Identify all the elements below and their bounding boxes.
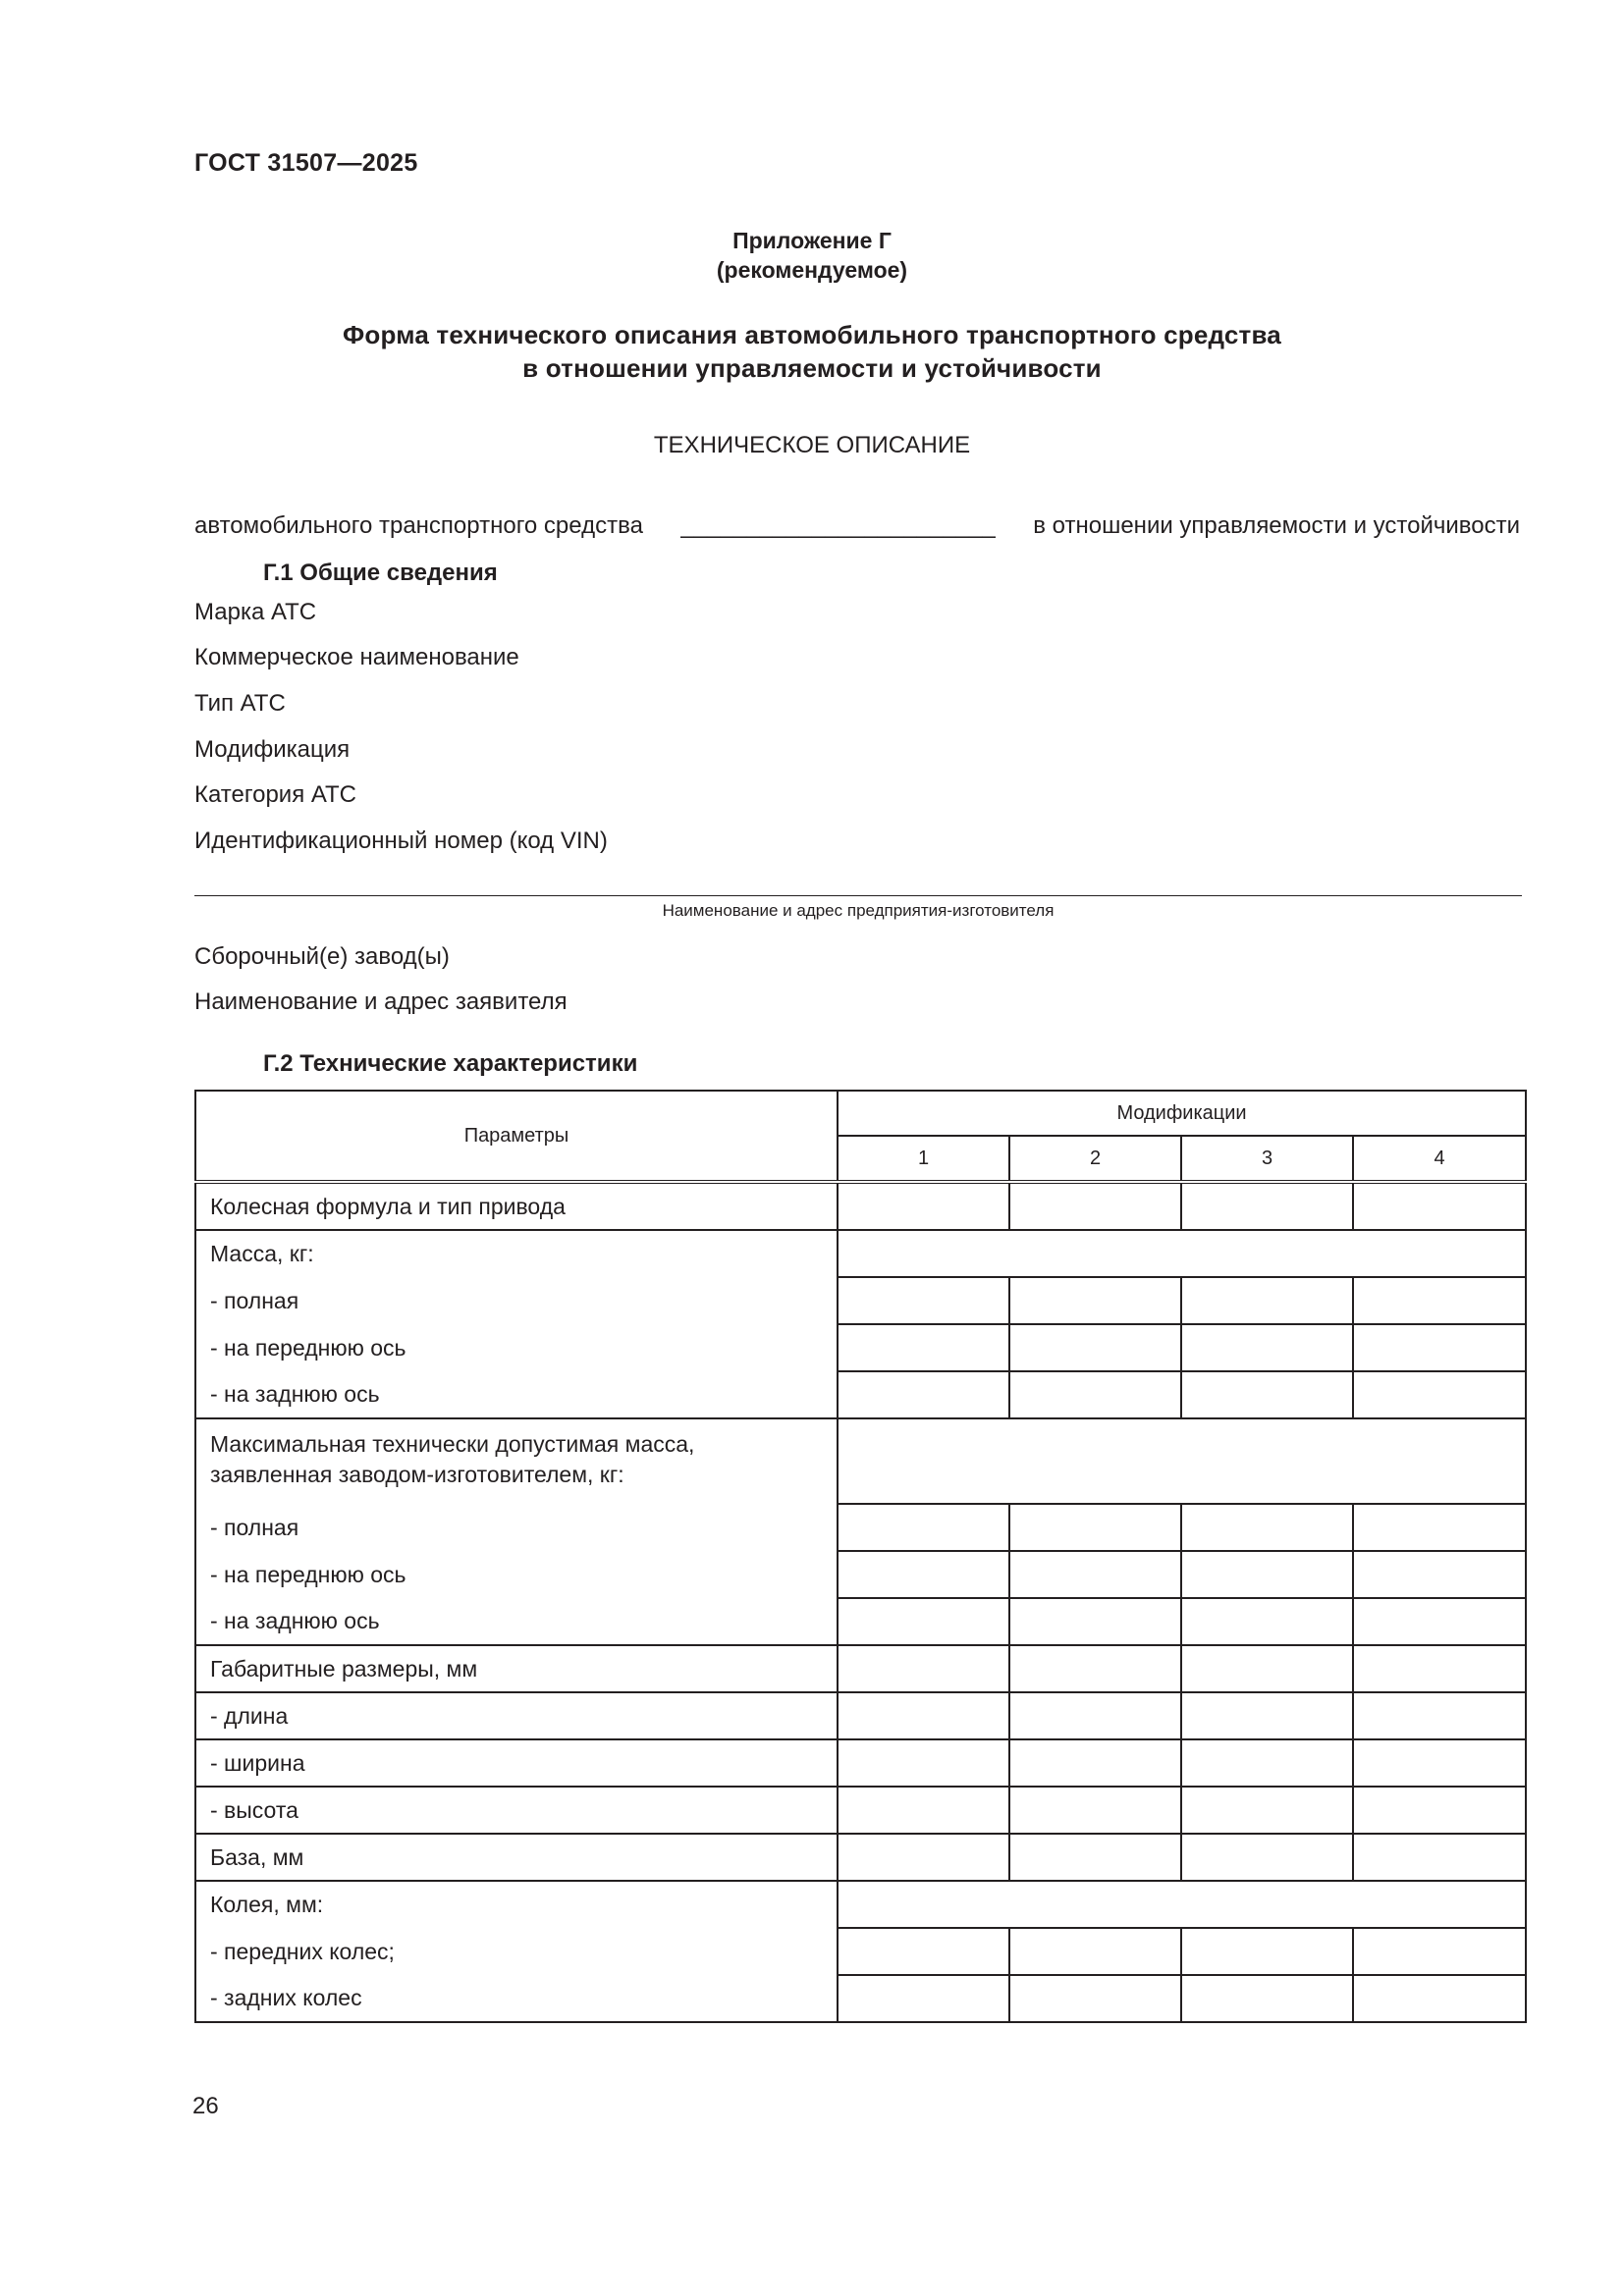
annex-status: (рекомендуемое) bbox=[716, 257, 908, 283]
document-heading: ТЕХНИЧЕСКОЕ ОПИСАНИЕ bbox=[653, 432, 971, 458]
section-g1-title: Г.1 Общие сведения bbox=[263, 560, 498, 586]
value-cell[interactable] bbox=[1181, 1504, 1353, 1551]
value-cell[interactable] bbox=[1353, 1739, 1526, 1787]
row-label: - ширина bbox=[195, 1739, 838, 1787]
table-row bbox=[195, 1371, 1526, 1418]
row-label: - полная bbox=[195, 1504, 838, 1551]
row-label: - высота bbox=[195, 1787, 838, 1834]
mod-col-2: 2 bbox=[1009, 1136, 1181, 1182]
value-cell[interactable] bbox=[1009, 1598, 1181, 1645]
value-cell[interactable] bbox=[1009, 1739, 1181, 1787]
row-label: База, мм bbox=[195, 1834, 838, 1881]
value-cell[interactable] bbox=[1181, 1324, 1353, 1371]
section-g2-title: Г.2 Технические характеристики bbox=[263, 1050, 638, 1077]
value-cell[interactable] bbox=[1009, 1645, 1181, 1692]
value-cell[interactable] bbox=[838, 1277, 1009, 1324]
value-cell[interactable] bbox=[1181, 1598, 1353, 1645]
field-assembly-plants: Сборочный(е) завод(ы) bbox=[194, 943, 450, 970]
value-cell[interactable] bbox=[1353, 1598, 1526, 1645]
table-row bbox=[195, 1277, 1526, 1324]
manufacturer-caption: Наименование и адрес предприятия-изготовителя bbox=[662, 901, 1055, 920]
mod-col-1: 1 bbox=[838, 1136, 1009, 1182]
field-category: Категория АТС bbox=[194, 781, 356, 808]
value-cell[interactable] bbox=[838, 1928, 1009, 1975]
value-cell[interactable] bbox=[1181, 1182, 1353, 1230]
table-row bbox=[195, 1418, 1526, 1504]
value-cell[interactable] bbox=[1009, 1928, 1181, 1975]
value-cell[interactable] bbox=[838, 1834, 1009, 1881]
table-row bbox=[195, 1551, 1526, 1598]
vehicle-name-blank[interactable]: ________________________ bbox=[680, 512, 996, 539]
value-cell[interactable] bbox=[1009, 1692, 1181, 1739]
row-label: Максимальная технически допустимая масса, заявленная заводом-изготовителем, кг: bbox=[195, 1418, 838, 1504]
value-cell[interactable] bbox=[1181, 1692, 1353, 1739]
value-cell[interactable] bbox=[1353, 1551, 1526, 1598]
value-cell[interactable] bbox=[1353, 1504, 1526, 1551]
param-header: Параметры bbox=[195, 1091, 838, 1182]
value-cell[interactable] bbox=[1181, 1787, 1353, 1834]
value-cell[interactable] bbox=[838, 1182, 1009, 1230]
table-row bbox=[195, 1504, 1526, 1551]
tech-spec-table bbox=[194, 1090, 1527, 2023]
table-row bbox=[195, 1739, 1526, 1787]
field-brand: Марка АТС bbox=[194, 599, 317, 625]
row-label: - задних колес bbox=[195, 1975, 838, 2022]
value-cell[interactable] bbox=[838, 1598, 1009, 1645]
merged-cell bbox=[838, 1418, 1526, 1504]
merged-cell bbox=[838, 1230, 1526, 1277]
modifications-header: Модификации bbox=[838, 1091, 1526, 1136]
value-cell[interactable] bbox=[1181, 1975, 1353, 2022]
value-cell[interactable] bbox=[838, 1739, 1009, 1787]
value-cell[interactable] bbox=[1181, 1551, 1353, 1598]
value-cell[interactable] bbox=[838, 1551, 1009, 1598]
value-cell[interactable] bbox=[838, 1787, 1009, 1834]
row-label: - на переднюю ось bbox=[195, 1551, 838, 1598]
row-label: Масса, кг: bbox=[195, 1230, 838, 1277]
row-label: Колея, мм: bbox=[195, 1881, 838, 1928]
value-cell[interactable] bbox=[1181, 1371, 1353, 1418]
value-cell[interactable] bbox=[1181, 1834, 1353, 1881]
value-cell[interactable] bbox=[1353, 1975, 1526, 2022]
table-row bbox=[195, 1928, 1526, 1975]
value-cell[interactable] bbox=[838, 1645, 1009, 1692]
value-cell[interactable] bbox=[1353, 1834, 1526, 1881]
value-cell[interactable] bbox=[838, 1504, 1009, 1551]
table-row bbox=[195, 1975, 1526, 2022]
row-label: - передних колес; bbox=[195, 1928, 838, 1975]
value-cell[interactable] bbox=[1353, 1692, 1526, 1739]
field-vehicle-type: Тип АТС bbox=[194, 690, 286, 717]
intro-prefix: автомобильного транспортного средства bbox=[194, 512, 643, 539]
table-row bbox=[195, 1182, 1526, 1230]
row-label: - на переднюю ось bbox=[195, 1324, 838, 1371]
value-cell[interactable] bbox=[1353, 1371, 1526, 1418]
table-row bbox=[195, 1692, 1526, 1739]
value-cell[interactable] bbox=[838, 1692, 1009, 1739]
value-cell[interactable] bbox=[1353, 1277, 1526, 1324]
value-cell[interactable] bbox=[1009, 1324, 1181, 1371]
table-row bbox=[195, 1645, 1526, 1692]
standard-code: ГОСТ 31507—2025 bbox=[194, 149, 418, 177]
row-label: - на заднюю ось bbox=[195, 1598, 838, 1645]
row-label: - длина bbox=[195, 1692, 838, 1739]
value-cell[interactable] bbox=[1181, 1739, 1353, 1787]
value-cell[interactable] bbox=[838, 1371, 1009, 1418]
field-commercial-name: Коммерческое наименование bbox=[194, 644, 519, 670]
row-label: - полная bbox=[195, 1277, 838, 1324]
value-cell[interactable] bbox=[1181, 1645, 1353, 1692]
value-cell[interactable] bbox=[1009, 1277, 1181, 1324]
table-row bbox=[195, 1881, 1526, 1928]
value-cell[interactable] bbox=[838, 1975, 1009, 2022]
value-cell[interactable] bbox=[1009, 1182, 1181, 1230]
value-cell[interactable] bbox=[1009, 1504, 1181, 1551]
row-label: Колесная формула и тип привода bbox=[195, 1182, 838, 1230]
form-title-line-1: Форма технического описания автомобильного транспортного средства bbox=[343, 320, 1281, 349]
value-cell[interactable] bbox=[1181, 1928, 1353, 1975]
manufacturer-blank-line[interactable] bbox=[194, 895, 1522, 896]
intro-line bbox=[194, 512, 1520, 540]
merged-cell bbox=[838, 1881, 1526, 1928]
row-label: - на заднюю ось bbox=[195, 1371, 838, 1418]
row-label: Габаритные размеры, мм bbox=[195, 1645, 838, 1692]
field-vin: Идентификационный номер (код VIN) bbox=[194, 828, 608, 854]
table-row bbox=[195, 1598, 1526, 1645]
table-row bbox=[195, 1324, 1526, 1371]
value-cell[interactable] bbox=[1009, 1834, 1181, 1881]
value-cell[interactable] bbox=[838, 1324, 1009, 1371]
annex-title: Приложение Г bbox=[732, 228, 892, 253]
value-cell[interactable] bbox=[1353, 1182, 1526, 1230]
value-cell[interactable] bbox=[1009, 1371, 1181, 1418]
field-applicant: Наименование и адрес заявителя bbox=[194, 988, 568, 1015]
page-number: 26 bbox=[192, 2093, 219, 2119]
field-modification: Модификация bbox=[194, 736, 351, 763]
value-cell[interactable] bbox=[1009, 1975, 1181, 2022]
table-row bbox=[195, 1834, 1526, 1881]
value-cell[interactable] bbox=[1009, 1787, 1181, 1834]
form-title-line-2: в отношении управляемости и устойчивости bbox=[522, 353, 1102, 383]
mod-col-4: 4 bbox=[1353, 1136, 1526, 1182]
table-header-row bbox=[195, 1091, 1526, 1136]
value-cell[interactable] bbox=[1353, 1324, 1526, 1371]
table-row bbox=[195, 1230, 1526, 1277]
mod-col-3: 3 bbox=[1181, 1136, 1353, 1182]
value-cell[interactable] bbox=[1353, 1787, 1526, 1834]
value-cell[interactable] bbox=[1009, 1551, 1181, 1598]
value-cell[interactable] bbox=[1353, 1645, 1526, 1692]
value-cell[interactable] bbox=[1353, 1928, 1526, 1975]
value-cell[interactable] bbox=[1181, 1277, 1353, 1324]
table-row bbox=[195, 1787, 1526, 1834]
intro-suffix: в отношении управляемости и устойчивости bbox=[1033, 512, 1520, 539]
